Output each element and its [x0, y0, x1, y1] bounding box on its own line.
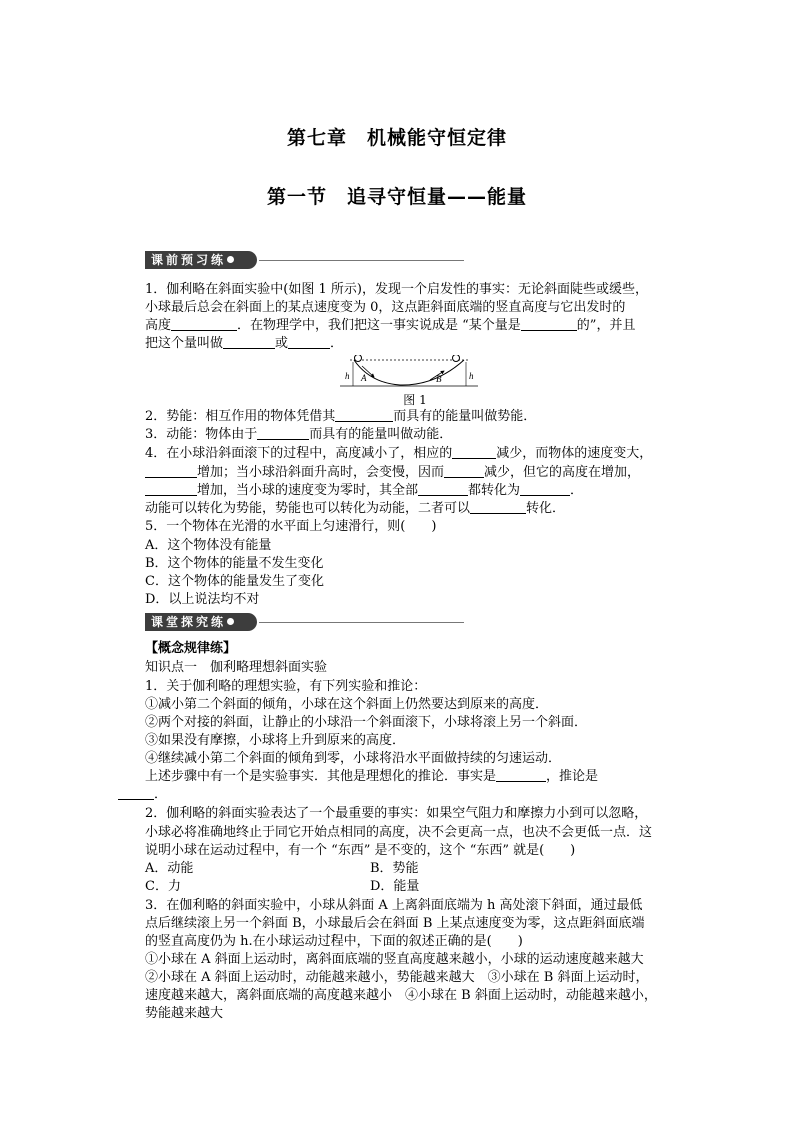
q4-l1-a: 4．在小球沿斜面滚下的过程中，高度减小了，相应的	[145, 446, 453, 461]
q1-line4	[145, 335, 680, 353]
e3-line3: 的竖直高度仍为 h.在小球运动过程中，下面的叙述正确的是( )	[145, 934, 523, 949]
figure-caption: 图 1	[403, 393, 427, 407]
ball-right-icon	[453, 355, 460, 362]
e1-line5-a: 上述步骤中有一个是实验事实．其他是理想化的推论．事实是	[145, 769, 497, 784]
e2-option-a[interactable]: A．动能	[145, 861, 194, 876]
e3-line1: 3．在伽利略的斜面实验中，小球从斜面 A 上离斜面底端为 h 高处滚下斜面，通过最低	[145, 898, 643, 913]
q5-stem: 5．一个物体在光滑的水平面上匀速滑行，则( )	[145, 519, 437, 534]
answer-blank[interactable]	[520, 482, 570, 496]
section-title: 第一节 追寻守恒量——能量	[266, 186, 527, 208]
q1-line3-b: ．在物理学中，我们把这一事实说成是 “某个量是	[237, 318, 521, 333]
e1-item-3: ③如果没有摩擦，小球将上升到原来的高度．	[145, 733, 406, 748]
q1-line3-c: 的”，并且	[576, 318, 636, 333]
e2-option-c[interactable]: C．力	[145, 879, 181, 894]
label-a: A	[361, 373, 367, 383]
q1-line2: 小球最后总会在斜面上的某点速度变为 0，这点距斜面底端的竖直高度与它出发时的	[145, 300, 626, 315]
q2	[145, 408, 680, 426]
answer-blank[interactable]	[418, 482, 468, 496]
answer-blank[interactable]	[288, 335, 330, 349]
bullet-dot-icon	[227, 256, 234, 263]
e2-option-b[interactable]: B．势能	[370, 861, 419, 876]
e3-line6: 速度越来越大，离斜面底端的高度越来越小 ④小球在 B 斜面上运动时，动能越来越小，	[145, 988, 657, 1003]
e1-line6	[118, 786, 653, 804]
preview-banner-label: 课前预习练	[151, 253, 227, 267]
concept-heading: 【概念规律练】	[145, 641, 237, 656]
label-h-left: h	[345, 371, 350, 381]
answer-blank[interactable]	[223, 335, 275, 349]
q1-line3	[145, 317, 680, 335]
e1-line5-b: ，推论是	[546, 769, 599, 784]
q4-l3-b: 都转化为	[468, 483, 521, 498]
banner-rule	[259, 622, 464, 623]
e3-line5: ②小球在 A 斜面上运动时，动能越来越小，势能越来越大 ③小球在 B 斜面上运动时，	[145, 970, 649, 985]
q4-line3	[145, 482, 680, 500]
e3-line2: 点后继续滚上另一个斜面 B，小球最后会在斜面 B 上某点速度变为零，这点距斜面底端	[145, 916, 645, 931]
q4-line4	[145, 500, 680, 518]
e1-item-2: ②两个对接的斜面，让静止的小球沿一个斜面滚下，小球将滚上另一个斜面．	[145, 715, 588, 730]
e1-item-4: ④继续减小第二个斜面的倾角到零，小球将沿水平面做持续的匀速运动．	[145, 751, 562, 766]
chapter-title: 第七章 机械能守恒定律	[286, 127, 507, 149]
q5-option-d[interactable]: D．以上说法均不对	[145, 592, 260, 607]
explore-banner-tag	[145, 613, 257, 631]
answer-blank[interactable]	[444, 464, 484, 478]
q1-line4-a: 把这个量叫做	[145, 336, 224, 351]
e1-line6-end: ．	[154, 787, 168, 802]
answer-blank[interactable]	[521, 317, 577, 331]
knowledge-point-1: 知识点一 伽利略理想斜面实验	[145, 660, 328, 675]
e1-item-1: ①减小第二个斜面的倾角，小球在这个斜面上仍然要达到原来的高度．	[145, 697, 549, 712]
banner-rule	[259, 260, 464, 261]
answer-blank[interactable]	[470, 500, 526, 514]
q4-l4-a: 动能可以转化为势能，势能也可以转化为动能，二者可以	[145, 501, 471, 516]
answer-blank[interactable]	[171, 317, 237, 331]
e3-line4: ①小球在 A 斜面上运动时，离斜面底端的竖直高度越来越小，小球的运动速度越来越大	[145, 952, 644, 967]
q1-line4-b: 或	[275, 336, 289, 351]
q2-a: 2．势能：相互作用的物体凭借其	[145, 409, 336, 424]
q4-l2-b: 减少，但它的高度在增加，	[484, 465, 641, 480]
answer-blank[interactable]	[145, 482, 197, 496]
q1-line1: 1．伽利略在斜面实验中(如图 1 所示)，发现一个启发性的事实：无论斜面陡些或缓些，	[145, 282, 648, 297]
q4-l3-c: ．	[570, 483, 584, 498]
q2-b: 而具有的能量叫做势能．	[393, 409, 537, 424]
explore-banner-label: 课堂探究练	[151, 615, 227, 629]
answer-blank[interactable]	[496, 768, 546, 782]
label-b: B	[436, 374, 442, 384]
bullet-dot-icon	[227, 618, 234, 625]
q1-line4-c: ．	[330, 336, 344, 351]
q3-a: 3．动能：物体由于	[145, 427, 258, 442]
answer-blank[interactable]	[452, 445, 496, 459]
e1-stem: 1．关于伽利略的理想实验，有下列实验和推论：	[145, 679, 427, 694]
answer-blank[interactable]	[145, 464, 197, 478]
preview-banner-tag	[145, 251, 257, 269]
ball-left-icon	[355, 355, 362, 362]
q1-line3-a: 高度	[145, 318, 172, 333]
e2-line3: 说明小球在运动过程中，有一个 “东西” 是不变的，这个 “东西” 就是( )	[145, 843, 576, 858]
q5-option-b[interactable]: B．这个物体的能量不发生变化	[145, 556, 324, 571]
e1-line5	[145, 768, 680, 786]
q4-line2	[145, 464, 680, 482]
q4-line1	[145, 445, 680, 463]
incline-diagram	[340, 355, 480, 391]
q5-option-c[interactable]: C．这个物体的能量发生了变化	[145, 574, 324, 589]
answer-blank[interactable]	[257, 426, 309, 440]
e2-line2: 小球必将准确地终止于同它开始点相同的高度，决不会更高一点，也决不会更低一点．这	[145, 825, 653, 840]
q3-b: 而具有的能量叫做动能．	[309, 427, 453, 442]
q3	[145, 426, 680, 444]
e2-option-d[interactable]: D．能量	[370, 879, 420, 894]
q4-l1-b: 减少，而物体的速度变大，	[496, 446, 653, 461]
q4-l3-a: 增加，当小球的速度变为零时，其全部	[197, 483, 419, 498]
answer-blank[interactable]	[335, 408, 393, 422]
q4-l2-a: 增加；当小球沿斜面升高时，会变慢，因而	[197, 465, 445, 480]
e3-line7: 势能越来越大	[145, 1006, 224, 1021]
label-h-right: h	[469, 371, 474, 381]
q4-l4-b: 转化．	[526, 501, 566, 516]
e2-line1: 2．伽利略的斜面实验表达了一个最重要的事实：如果空气阻力和摩擦力小到可以忽略，	[145, 806, 648, 821]
q5-option-a[interactable]: A．这个物体没有能量	[145, 538, 272, 553]
answer-blank[interactable]	[118, 786, 154, 800]
